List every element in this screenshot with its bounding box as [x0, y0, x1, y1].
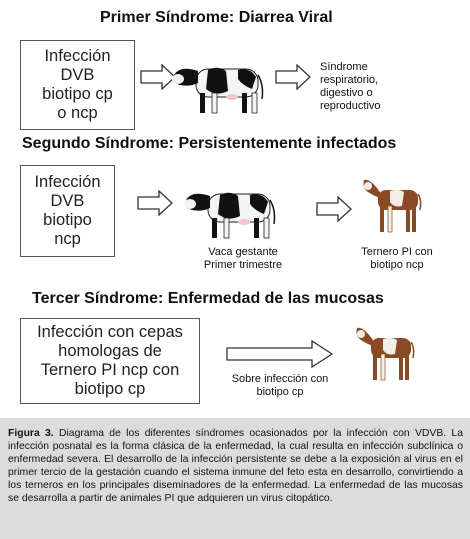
figure-label: Figura 3.: [8, 428, 54, 439]
outline-arrow-icon: [226, 340, 334, 368]
box-line: ncp: [54, 230, 81, 248]
outcome-line: reproductivo: [320, 100, 381, 112]
section1-outcome: [320, 61, 420, 113]
box-line: Infección: [44, 47, 111, 65]
section1-title: Primer Síndrome: Diarrea Viral: [100, 9, 333, 26]
outcome-line: Síndrome: [320, 61, 368, 73]
box-line: DVB: [60, 66, 95, 84]
box-line: homologas de: [58, 342, 162, 360]
box-line: Ternero PI ncp con: [40, 361, 180, 379]
box-line: DVB: [50, 192, 85, 210]
arrow-caption-line: Sobre infección con: [231, 373, 329, 385]
figure-caption: [8, 428, 463, 505]
section2-infection-box: [20, 165, 115, 257]
box-line: biotipo cp: [74, 380, 146, 398]
section2-calf-caption: [347, 246, 447, 272]
box-line: Infección con cepas: [37, 323, 183, 341]
holstein-cow-icon: [180, 180, 280, 242]
section3-arrow-caption: [220, 373, 340, 399]
box-line: o ncp: [57, 104, 98, 122]
box-line: biotipo cp: [42, 85, 113, 103]
cow-caption-line: Vaca gestante: [208, 246, 278, 258]
arrow-caption-line: biotipo cp: [256, 386, 304, 398]
outline-arrow-icon: [316, 196, 352, 222]
section1-infection-box: [20, 40, 135, 130]
brown-calf-icon: [355, 318, 417, 384]
holstein-cow-icon: [168, 55, 268, 117]
section2-cow-caption: [188, 246, 298, 272]
outline-arrow-icon: [137, 190, 173, 216]
section2-title: Segundo Síndrome: Persistentemente infectados: [22, 135, 397, 152]
calf-caption-line: biotipo ncp: [370, 259, 424, 271]
calf-caption-line: Ternero PI con: [361, 246, 433, 258]
section3-infection-box: [20, 318, 200, 404]
box-line: biotipo: [43, 211, 92, 229]
cow-caption-line: Primer trimestre: [203, 259, 283, 271]
section3-title: Tercer Síndrome: Enfermedad de las mucosas: [32, 290, 384, 307]
outcome-line: respiratorio,: [320, 74, 379, 86]
box-line: Infección: [34, 173, 101, 191]
outcome-line: digestivo o: [320, 87, 373, 99]
outline-arrow-icon: [275, 64, 311, 90]
figure-caption-text: Diagrama de los diferentes síndromes ocasionados por la infección con VDVB. La infección posnatal es la forma clásica de la enfermedad, la cual resulta en infección subclínica o enfermedad severa. El desarrollo de la infección persistente se debe a la exposición al virus en el primer tercio de la gestación cuando el sistema inmune del feto esta en desarrollo, convirtiendo a los terneros en los principales diseminadores de la enfermedad. La enfermedad de las mucosas se desarrolla a partir de animales PI que adquieren un virus citopático.: [8, 428, 463, 504]
brown-calf-icon: [362, 170, 424, 236]
